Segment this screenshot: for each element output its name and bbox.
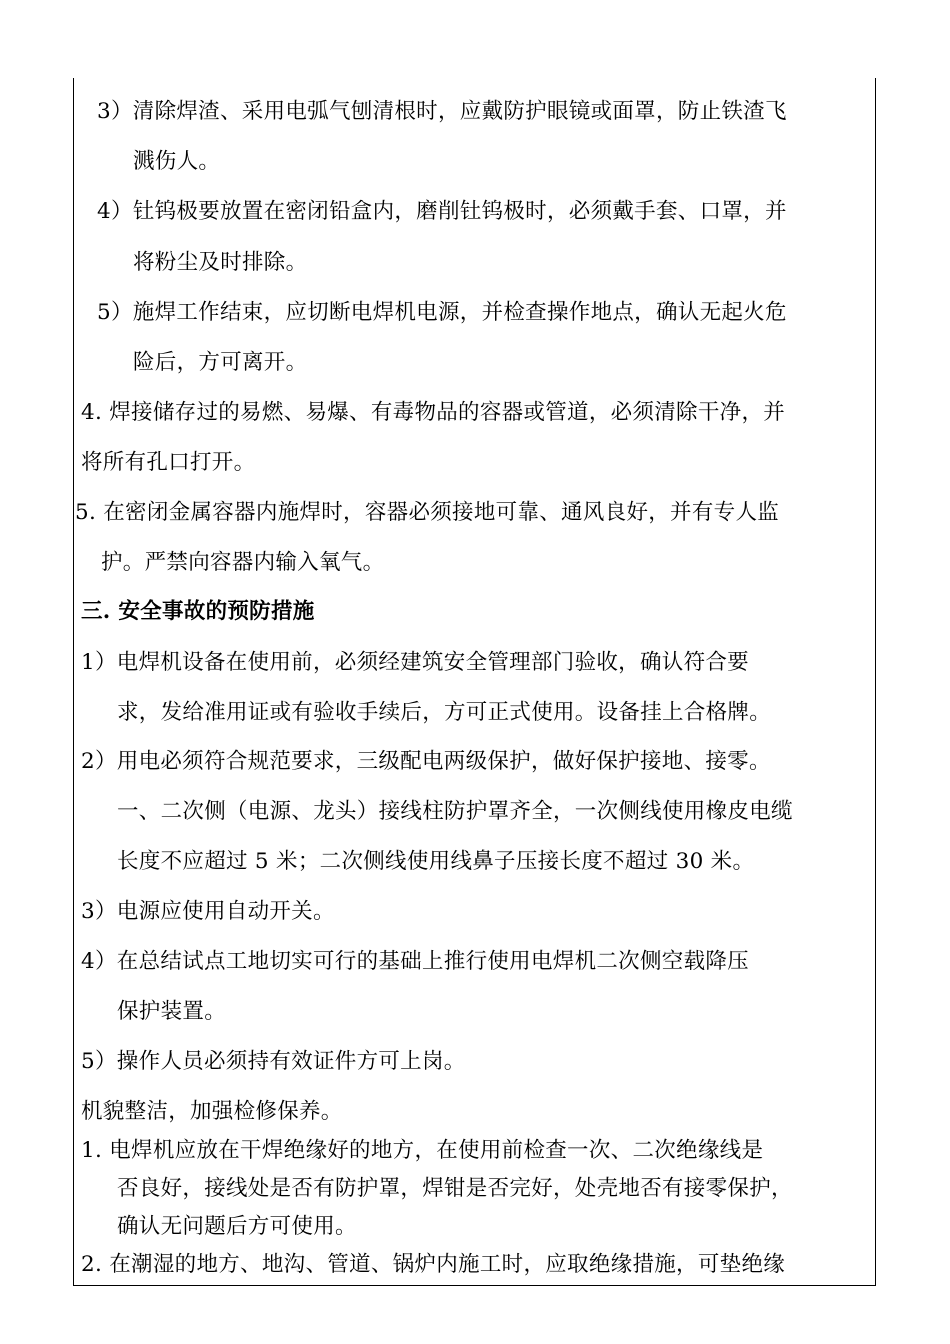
text-line: 长度不应超过 5 米；二次侧线使用线鼻子压接长度不超过 30 米。 <box>117 849 755 874</box>
text-line: 否良好，接线处是否有防护罩，焊钳是否完好，处壳地否有接零保护， <box>117 1176 793 1201</box>
text-line: 保护装置。 <box>117 999 227 1024</box>
text-line: 将粉尘及时排除。 <box>133 250 308 275</box>
text-line: 1）电焊机设备在使用前，必须经建筑安全管理部门验收，确认符合要 <box>81 650 749 675</box>
text-line: 2. 在潮湿的地方、地沟、管道、锅炉内施工时，应取绝缘措施，可垫绝缘 <box>81 1252 786 1277</box>
text-line: 2）用电必须符合规范要求，三级配电两级保护，做好保护接地、接零。 <box>81 749 771 774</box>
text-line: 1. 电焊机应放在干焊绝缘好的地方，在使用前检查一次、二次绝缘线是 <box>81 1138 764 1163</box>
section-heading: 三. 安全事故的预防措施 <box>81 599 315 624</box>
text-line: 护。严禁向容器内输入氧气。 <box>101 550 385 575</box>
text-line: 5）操作人员必须持有效证件方可上岗。 <box>81 1049 466 1074</box>
text-line: 4）钍钨极要放置在密闭铅盒内，磨削钍钨极时，必须戴手套、口罩，并 <box>97 199 787 224</box>
text-line: 3）清除焊渣、采用电弧气刨清根时，应戴防护眼镜或面罩，防止铁渣飞 <box>97 99 787 124</box>
text-line: 4）在总结试点工地切实可行的基础上推行使用电焊机二次侧空载降压 <box>81 949 749 974</box>
text-line: 5）施焊工作结束，应切断电焊机电源，并检查操作地点，确认无起火危 <box>97 300 787 325</box>
text-line: 3）电源应使用自动开关。 <box>81 899 335 924</box>
text-line: 确认无问题后方可使用。 <box>117 1214 357 1239</box>
text-line: 求，发给准用证或有验收手续后，方可正式使用。设备挂上合格牌。 <box>117 700 772 725</box>
text-line: 溅伤人。 <box>133 149 221 174</box>
text-line: 险后，方可离开。 <box>133 350 308 375</box>
text-line: 4. 焊接储存过的易燃、易爆、有毒物品的容器或管道，必须清除干净，并 <box>81 400 786 425</box>
text-line: 机貌整洁，加强检修保养。 <box>81 1099 343 1124</box>
text-line: 5. 在密闭金属容器内施焊时，容器必须接地可靠、通风良好，并有专人监 <box>75 500 780 525</box>
text-line: 将所有孔口打开。 <box>81 450 256 475</box>
text-line: 一、二次侧（电源、龙头）接线柱防护罩齐全，一次侧线使用橡皮电缆 <box>117 799 793 824</box>
